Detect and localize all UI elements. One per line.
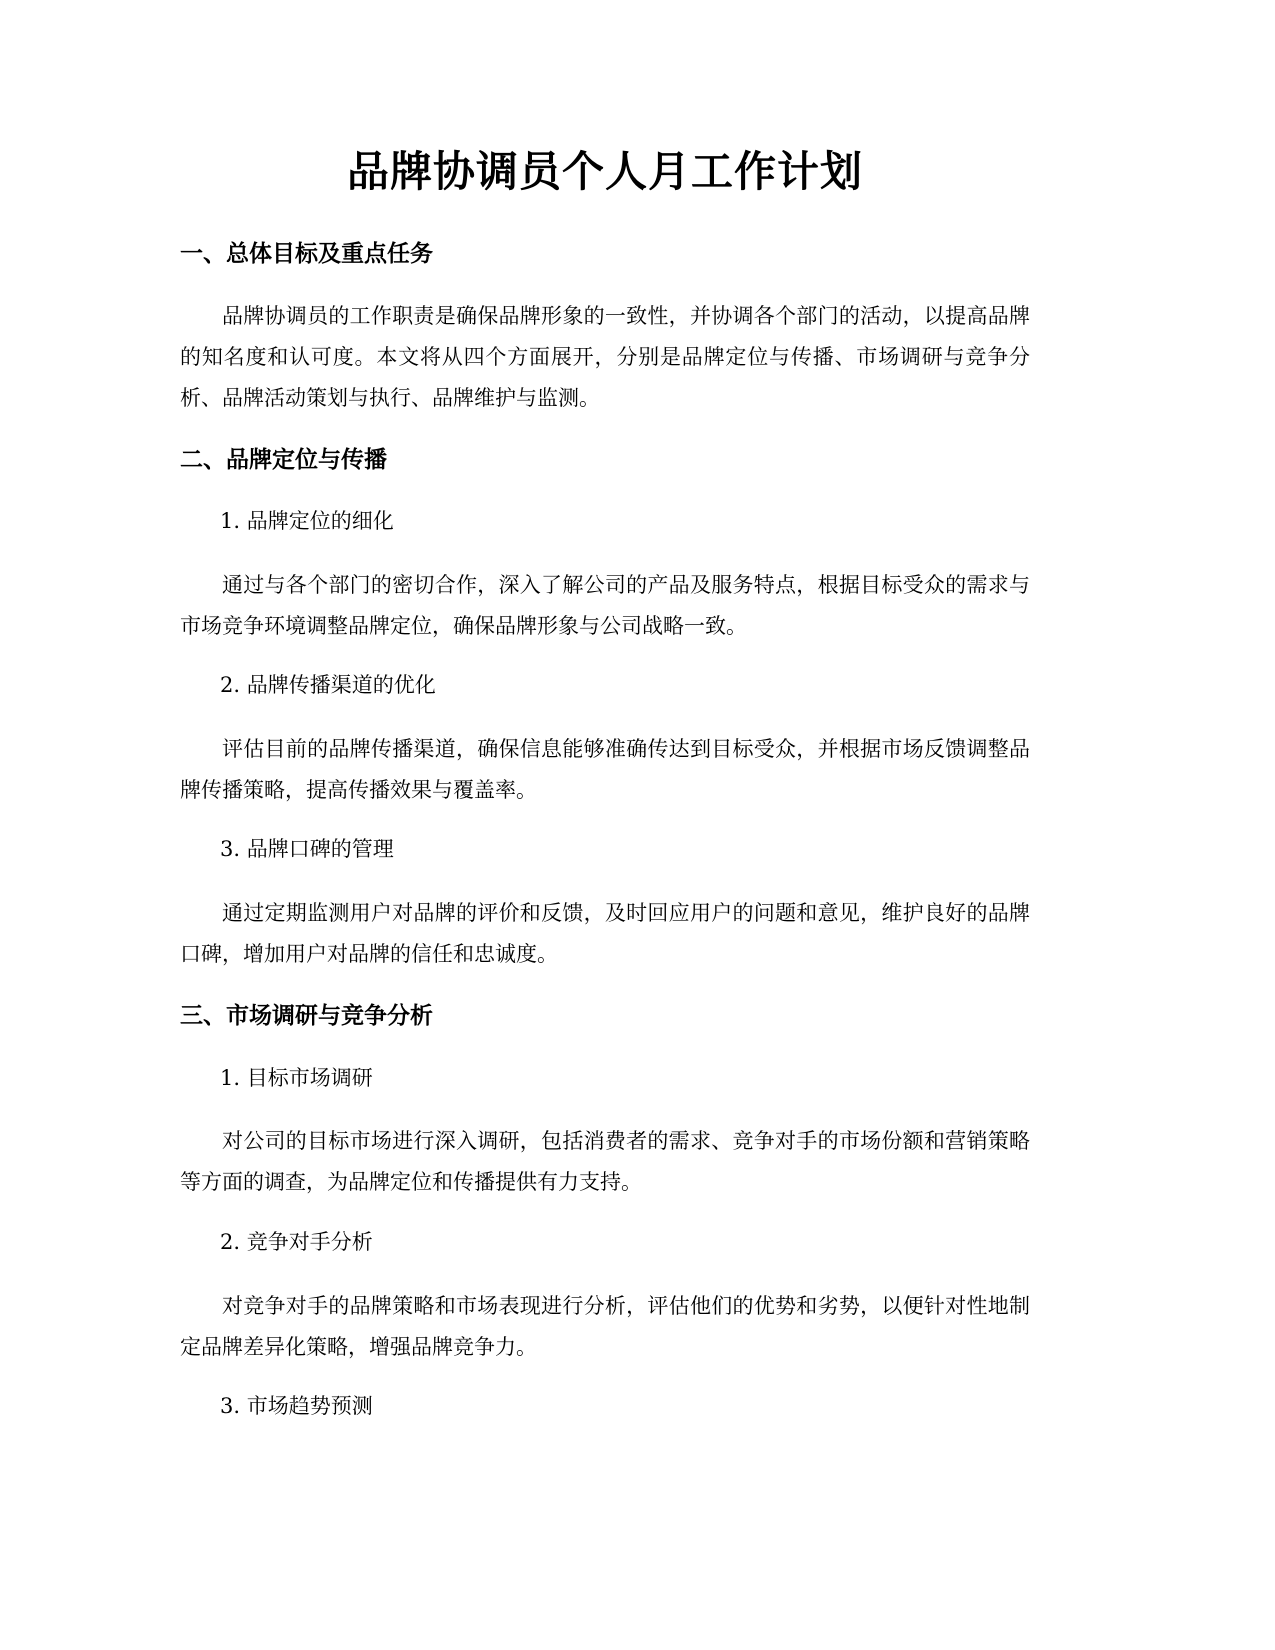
document-page (180, 0, 1030, 1650)
subheading-competitor-analysis: 2. 竞争对手分析 (220, 1230, 373, 1254)
paragraph-reputation-management: 通过定期监测用户对品牌的评价和反馈，及时回应用户的问题和意见，维护良好的品牌口碑，增加用户对品牌的信任和忠诚度。 (180, 901, 1030, 966)
subheading-positioning-refinement: 1. 品牌定位的细化 (220, 509, 394, 533)
paragraph-channel-optimization: 评估目前的品牌传播渠道，确保信息能够准确传达到目标受众，并根据市场反馈调整品牌传播策略，提高传播效果与覆盖率。 (180, 737, 1030, 802)
paragraph-positioning-refinement: 通过与各个部门的密切合作，深入了解公司的产品及服务特点，根据目标受众的需求与市场竞争环境调整品牌定位，确保品牌形象与公司战略一致。 (180, 573, 1030, 638)
paragraph-competitor-analysis: 对竞争对手的品牌策略和市场表现进行分析，评估他们的优势和劣势，以便针对性地制定品牌差异化策略，增强品牌竞争力。 (180, 1294, 1030, 1359)
section-heading-overall-goals: 一、总体目标及重点任务 (180, 241, 433, 267)
paragraph-target-market-research: 对公司的目标市场进行深入调研，包括消费者的需求、竞争对手的市场份额和营销策略等方面的调查，为品牌定位和传播提供有力支持。 (180, 1129, 1030, 1194)
subheading-reputation-management: 3. 品牌口碑的管理 (220, 837, 394, 861)
section-heading-brand-positioning: 二、品牌定位与传播 (180, 447, 387, 473)
subheading-market-trend-forecast: 3. 市场趋势预测 (220, 1394, 373, 1418)
subheading-target-market-research: 1. 目标市场调研 (220, 1066, 373, 1090)
document-title: 品牌协调员个人月工作计划 (346, 147, 863, 196)
subheading-channel-optimization: 2. 品牌传播渠道的优化 (220, 673, 436, 697)
paragraph-overall-goals: 品牌协调员的工作职责是确保品牌形象的一致性，并协调各个部门的活动，以提高品牌的知名度和认可度。本文将从四个方面展开，分别是品牌定位与传播、市场调研与竞争分析、品牌活动策划与执行、品牌维护与监测。 (180, 304, 1030, 410)
section-heading-market-research: 三、市场调研与竞争分析 (180, 1003, 433, 1029)
